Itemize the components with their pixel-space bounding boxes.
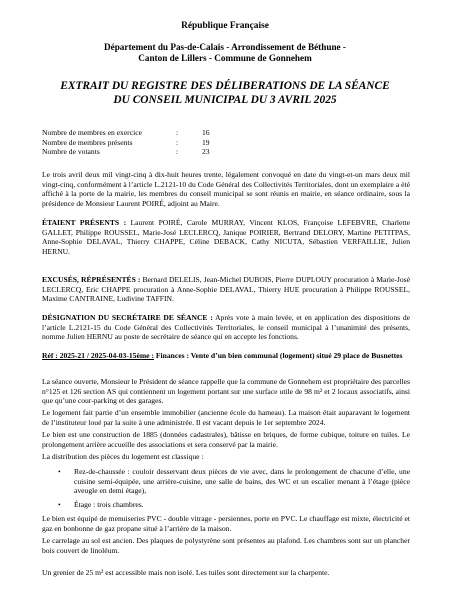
members-label: Nombre de votants <box>42 147 100 156</box>
excuses-label: EXCUSÉS, RÉPRÉSENTÉS : <box>42 275 141 284</box>
present-text: Laurent POIRÉ, Carole MURRAY, Vincent KLOS, Françoise LEFEBVRE, Charlette GALLET, Philippe ROUSSEL, Marie-José LECLERCQ, Janique POIRIER, Bertrand DELORY, Martine PETITPAS, Anne-Sophie DELAVAL, Thierry CHAPPE, Céline DEBACK, Cathy NICUTA, Sébastien VERFAILLIE, Julien HERNU. <box>42 218 410 256</box>
secretary-paragraph <box>42 313 410 342</box>
members-value: 16 <box>202 128 210 137</box>
list-item-text: Rez-de-chaussée : couloir desservant deux pièces de vie avec, dans le prolongement de chacune d’elle, une cuisine semi-équipée, une arrière-cuisine, une salle de bains, des WC et un escalier menant à l’étage (pièce aveugle en demi étage), <box>74 467 410 496</box>
present-label: ÉTAIENT PRÉSENTS : <box>42 218 127 227</box>
document-title <box>30 79 420 107</box>
members-row <box>42 147 302 157</box>
list-item-text: Étage : trois chambres. <box>74 499 144 509</box>
list-item <box>58 467 410 496</box>
members-colon: : <box>176 147 179 156</box>
reference-rest: (logement) situé 29 place de Busnettes <box>278 351 403 360</box>
title-line-1: EXTRAIT DU REGISTRE DES DÉLIBERATIONS DE LA SÉANCE <box>60 80 390 92</box>
reference-subject: Finances : Vente d’un bien communal <box>153 351 279 360</box>
excuses-text: Bernard DELELIS, Jean-Michel DUBOIS, Pierre DUPLOUY procuration à Marie-José LECLERCQ, Eric CHAPPE procuration à Anne-Sophie DELAVAL, Thierry HUE procuration à Philippe ROUSSEL, Maxime CANTRAINE, Ludivine TAFFIN. <box>42 275 410 304</box>
carrelage-paragraph: Le carrelage au sol est ancien. Des plaques de polystyrène sont présentes au plafond. Les chambres sont sur un plancher bois couvert de linoléum. <box>42 536 410 555</box>
excuses-paragraph <box>42 275 410 304</box>
members-row <box>42 128 302 138</box>
department-line-1: Département du Pas-de-Calais - Arrondissement de Béthune - <box>103 42 346 52</box>
members-table <box>42 128 302 157</box>
members-value: 23 <box>202 147 210 156</box>
seance-paragraph: La séance ouverte, Monsieur le Président de séance rappelle que la commune de Gonnehem est propriétaire des parcelles n°125 et 126 section AS qui contiennent un logement portant sur une surface utile de 98 m² et 2 locaux associatifs, ainsi que qu’une cour-parking et des garages. <box>42 377 410 406</box>
members-colon: : <box>176 128 179 137</box>
reference-code: Réf : 2025-21 / 2025-04-03-15ème : <box>42 351 154 360</box>
distribution-list <box>58 467 410 513</box>
title-line-2: DU CONSEIL MUNICIPAL DU 3 AVRIL 2025 <box>113 94 337 106</box>
department-heading <box>30 42 420 64</box>
republic-heading: République Française <box>181 21 269 31</box>
members-label: Nombre de membres en exercice <box>42 128 142 137</box>
intro-paragraph: Le trois avril deux mil vingt-cinq à dix-huit heures trente, légalement convoqué en date du vingt-et-un mars deux mil vingt-cinq, conformément à l’article L.2121-10 du Code Général des Collectivités Territoriales, dont un exemplaire a été affiché à la porte de la mairie, les membres du conseil municipal se sont réunis en mairie, en séance ordinaire, sous la présidence de Monsieur Laurent POIRÉ, adjoint au Maire. <box>42 170 410 208</box>
equipement-paragraph: Le bien est équipé de menuiseries PVC - double vitrage - persiennes, porte en PVC. Le chauffage est mixte, électricité et gaz en bonbonne de gaz propane situé à l’arrière de la maison. <box>42 514 410 533</box>
present-paragraph <box>42 218 410 256</box>
list-item <box>58 500 410 510</box>
members-colon: : <box>176 137 179 147</box>
distribution-paragraph: La distribution des pièces du logement est classique : <box>42 452 204 461</box>
secretary-label: DÉSIGNATION DU SECRÉTAIRE DE SÉANCE : <box>42 313 213 322</box>
grenier-paragraph: Un grenier de 25 m² est accessible mais non isolé. Les tuiles sont directement sur la charpente. <box>42 568 330 577</box>
members-row <box>42 138 302 148</box>
reference-heading <box>42 351 410 361</box>
bullet-icon: • <box>58 499 61 509</box>
members-label: Nombre de membres présents <box>42 137 133 147</box>
bien-paragraph: Le bien est une construction de 1885 (données cadastrales), bâtisse en briques, de forme cubique, toiture en tuiles. Le prolongement arrière accueille des associations et sera conservé par la mairie. <box>42 430 410 449</box>
members-value: 19 <box>202 137 210 147</box>
bullet-icon: • <box>58 467 61 476</box>
logement-paragraph: Le logement fait partie d’un ensemble immobilier (ancienne école du hameau). La maison était auparavant le logement de l’instituteur loué par la suite à une administrée. Il est vacant depuis le 1er septembre 2024. <box>42 408 410 427</box>
secretary-text: Après vote à main levée, et en application des dispositions de l’article L.2121-15 du Code Général des Collectivités Territoriales, le conseil municipal à l’unanimité des présents, nomme Julien HERNU au poste de secrétaire de séance qui en accepte les fonctions. <box>42 313 411 342</box>
department-line-2: Canton de Lillers - Commune de Gonnehem <box>138 53 312 63</box>
